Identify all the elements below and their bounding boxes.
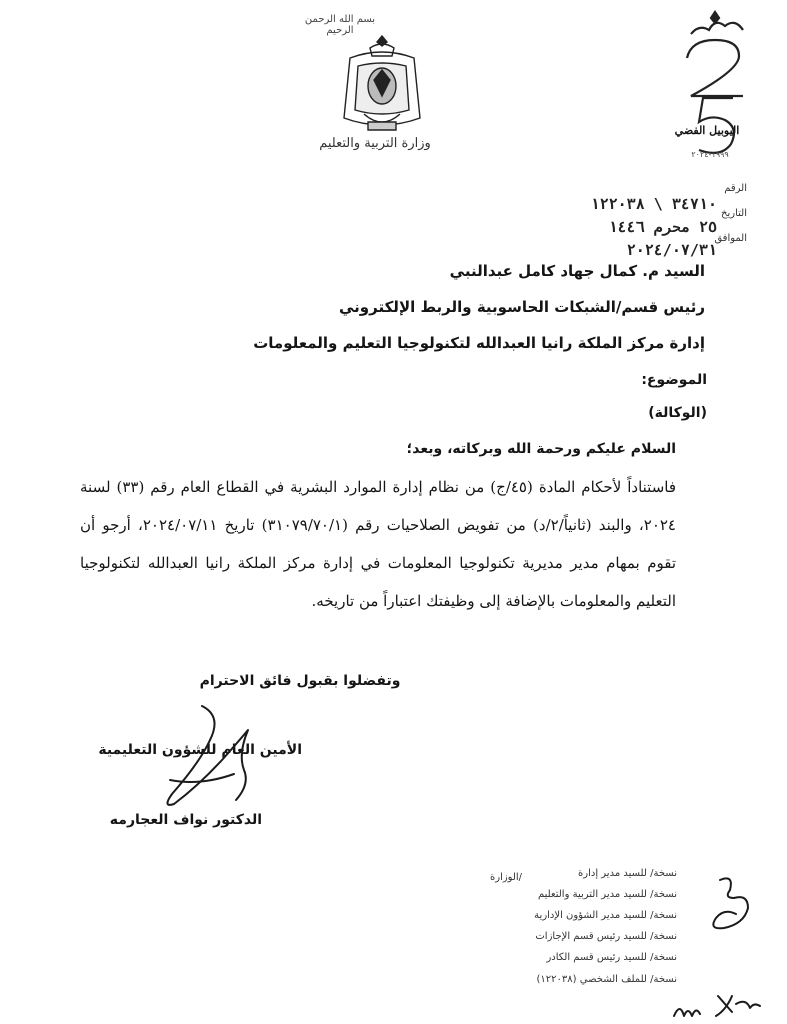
handwritten-signature bbox=[140, 700, 280, 840]
cc-item: نسخة/ للسيد مدير إدارة bbox=[578, 868, 677, 879]
initials-signature bbox=[700, 870, 760, 940]
jubilee-years: ١٩٩٩-٢٠٢٤ bbox=[691, 150, 729, 159]
cc-item: نسخة/ للسيد رئيس قسم الإجازات bbox=[535, 931, 677, 942]
subject-value: (الوكالة) bbox=[648, 405, 707, 421]
cc-item: نسخة/ للسيد مدير التربية والتعليم bbox=[537, 889, 677, 900]
jubilee-text: اليوبيل الفضي bbox=[674, 124, 740, 137]
hijri-date: ٢٥ محرم ١٤٤٦ bbox=[608, 218, 717, 236]
date-label: التاريخ bbox=[721, 208, 747, 219]
cc-item: نسخة/ للسيد مدير الشؤون الإدارية bbox=[534, 910, 677, 921]
signatory-title: الأمين العام للشؤون التعليمية bbox=[98, 742, 302, 758]
silver-jubilee-logo bbox=[663, 4, 773, 164]
addressee-title: رئيس قسم/الشبكات الحاسوبية والربط الإلكتروني bbox=[339, 298, 705, 316]
cc-item: نسخة/ للسيد رئيس قسم الكادر bbox=[546, 952, 677, 963]
signatory-name: الدكتور نواف العجارمه bbox=[109, 812, 262, 828]
coat-of-arms-logo bbox=[336, 32, 428, 136]
ministry-note: /الوزارة bbox=[490, 872, 523, 883]
bismillah-text: بسم الله الرحمن الرحيم bbox=[304, 14, 376, 36]
greeting: السلام عليكم ورحمة الله وبركاته، وبعد؛ bbox=[406, 441, 676, 457]
gregorian-date: ٢٠٢٤/٠٧/٣١ bbox=[626, 241, 717, 259]
addressee-department: إدارة مركز الملكة رانيا العبدالله لتكنولوجيا التعليم والمعلومات bbox=[253, 334, 705, 352]
reference-number: ٣٤٧١٠ \ ١٢٢٠٣٨ bbox=[590, 195, 717, 213]
addressee-name: السيد م. كمال جهاد كامل عبدالنبي bbox=[449, 262, 705, 280]
body-paragraph: فاستناداً لأحكام المادة (٤٥/ج) من نظام إدارة الموارد البشرية في القطاع العام رقم (٣٣) لسنة ٢٠٢٤، والبند (ثانياً/٢/د) من تفويض الصلاحيات رقم (٣١٠٧٩/٧٠/١) تاريخ ٢٠٢٤/٠٧/١١، أرجو أن تقوم بمهام مدير مديرية تكنولوجيا المعلومات في إدارة مركز الملكة رانيا العبدالله لتكنولوجيا التعليم والمعلومات بالإضافة إلى وظيفتك اعتباراً من تاريخه. bbox=[80, 478, 677, 610]
letter-body bbox=[80, 430, 676, 620]
closing-line: وتفضلوا بقبول فائق الاحترام bbox=[199, 673, 401, 689]
hijri-label: الموافق bbox=[714, 233, 747, 244]
cc-item: نسخة/ للملف الشخصي (١٢٢٠٣٨) bbox=[536, 974, 677, 985]
subject-label: الموضوع: bbox=[641, 372, 707, 388]
initials-signature bbox=[670, 990, 770, 1024]
number-label: الرقم bbox=[724, 183, 747, 194]
ministry-name: وزارة التربية والتعليم bbox=[319, 136, 431, 151]
